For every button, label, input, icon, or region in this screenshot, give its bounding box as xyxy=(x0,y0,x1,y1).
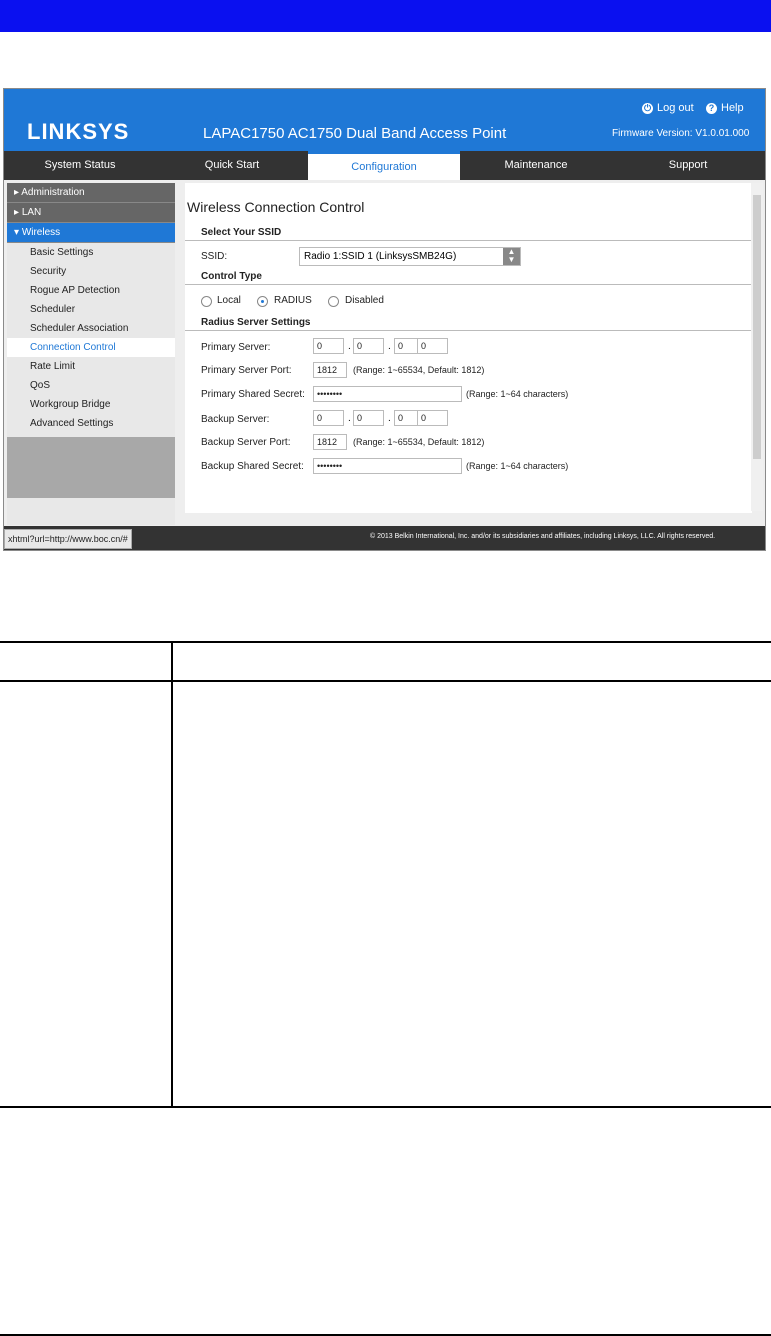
radius-section-heading: Radius Server Settings xyxy=(185,317,752,331)
radio-radius-label: RADIUS xyxy=(274,295,312,306)
logout-link[interactable] xyxy=(642,102,694,114)
backup-secret-input[interactable]: •••••••• xyxy=(313,458,462,474)
product-title: LAPAC1750 AC1750 Dual Band Access Point xyxy=(203,125,507,142)
backup-server-octet-2[interactable]: 0 xyxy=(353,410,384,426)
primary-port-label: Primary Server Port: xyxy=(201,365,292,376)
sidebar-item-basic-settings[interactable]: Basic Settings xyxy=(30,247,94,258)
sidebar-item-qos[interactable]: QoS xyxy=(30,380,51,391)
primary-server-octet-1[interactable]: 0 xyxy=(313,338,344,354)
ssid-select[interactable] xyxy=(299,247,521,266)
help-icon: ? xyxy=(706,103,717,114)
tab-support[interactable]: Support xyxy=(668,159,708,171)
primary-server-octet-3[interactable]: 0 xyxy=(394,338,425,354)
primary-secret-hint: (Range: 1~64 characters) xyxy=(466,389,569,399)
ssid-label: SSID: xyxy=(201,251,228,262)
sidebar-group-lan[interactable]: ▸ LAN xyxy=(7,203,175,223)
backup-secret-label: Backup Shared Secret: xyxy=(201,461,304,472)
copyright-text: © 2013 Belkin International, Inc. and/or its subsidiaries and affiliates, including Linksys, LLC. All rights reserved. xyxy=(370,533,716,540)
radio-disabled[interactable] xyxy=(328,296,339,307)
primary-port-hint: (Range: 1~65534, Default: 1812) xyxy=(353,365,485,375)
primary-server-octet-4[interactable]: 0 xyxy=(417,338,448,354)
help-label: Help xyxy=(721,102,744,114)
backup-port-label: Backup Server Port: xyxy=(201,437,291,448)
sidebar-group-administration[interactable]: ▸ Administration xyxy=(7,183,175,203)
tab-maintenance[interactable]: Maintenance xyxy=(504,159,568,171)
scrollbar-thumb[interactable] xyxy=(753,195,761,459)
help-link[interactable] xyxy=(706,102,744,114)
sidebar xyxy=(7,183,175,525)
tab-quick-start[interactable]: Quick Start xyxy=(204,159,260,171)
tab-configuration[interactable]: Configuration xyxy=(308,151,460,180)
app-header xyxy=(4,89,765,151)
main-content: Wireless Connection Control Select Your SSID SSID: Radio 1:SSID 1 (LinksysSMB24G) ▲ ▼ Control Type Local RADIUS Disabled Radius Server Settings Primary Server: 0 . 0 . 0 0 Primary Server Port: 1812 (Range: 1~65534, Default: 1812) Primary Shared Secret: •••••••• (Range: 1~64 characters) Backup Server: 0 . 0 . 0 0 Backup Server Port: 1812 (Range: 1~65534, Default: 1812) Backup Shared Secret: •••••••• (Range: 1~64 characters) xyxy=(185,183,752,513)
radio-disabled-label: Disabled xyxy=(345,295,384,306)
backup-secret-hint: (Range: 1~64 characters) xyxy=(466,461,569,471)
sidebar-item-advanced-settings[interactable]: Advanced Settings xyxy=(30,418,114,429)
content-scrollbar[interactable] xyxy=(751,183,763,511)
primary-secret-label: Primary Shared Secret: xyxy=(201,389,305,400)
logout-label: Log out xyxy=(657,102,694,114)
logout-icon: ⏻ xyxy=(643,102,652,113)
app-footer xyxy=(4,526,765,550)
backup-port-hint: (Range: 1~65534, Default: 1812) xyxy=(353,437,485,447)
table-column-divider xyxy=(171,641,173,1108)
sidebar-group-wireless[interactable]: ▾ Wireless xyxy=(7,223,175,243)
table-header-rule xyxy=(0,680,771,682)
document-header-bar xyxy=(0,0,771,32)
sidebar-item-scheduler-association[interactable]: Scheduler Association xyxy=(30,323,129,334)
sidebar-item-workgroup-bridge[interactable]: Workgroup Bridge xyxy=(30,399,111,410)
primary-secret-input[interactable]: •••••••• xyxy=(313,386,462,402)
status-url: xhtml?url=http://www.boc.cn/# xyxy=(4,529,132,549)
radio-local-label: Local xyxy=(217,295,241,306)
sidebar-item-rate-limit[interactable]: Rate Limit xyxy=(30,361,76,372)
primary-server-octet-2[interactable]: 0 xyxy=(353,338,384,354)
table-top-rule xyxy=(0,641,771,643)
backup-server-octet-1[interactable]: 0 xyxy=(313,410,344,426)
sidebar-item-scheduler[interactable]: Scheduler xyxy=(30,304,76,315)
control-type-heading: Control Type xyxy=(185,271,752,285)
linksys-logo: LINKSYS xyxy=(27,119,130,144)
router-screenshot xyxy=(3,88,766,551)
backup-server-octet-3[interactable]: 0 xyxy=(394,410,425,426)
backup-port-input[interactable]: 1812 xyxy=(313,434,347,450)
sidebar-filler xyxy=(7,437,175,498)
radio-radius[interactable] xyxy=(257,296,268,307)
ssid-section-heading: Select Your SSID xyxy=(185,227,752,241)
sidebar-item-rogue-ap-detection[interactable]: Rogue AP Detection xyxy=(30,285,120,296)
backup-server-octet-4[interactable]: 0 xyxy=(417,410,448,426)
primary-port-input[interactable]: 1812 xyxy=(313,362,347,378)
sidebar-item-connection-control[interactable]: Connection Control xyxy=(7,338,175,357)
main-nav xyxy=(4,151,765,180)
backup-server-label: Backup Server: xyxy=(201,414,270,425)
select-arrows-icon: ▲ ▼ xyxy=(503,248,520,265)
ssid-select-value: Radio 1:SSID 1 (LinksysSMB24G) xyxy=(304,251,457,262)
radio-local[interactable] xyxy=(201,296,212,307)
primary-server-label: Primary Server: xyxy=(201,342,271,353)
table-bottom-rule xyxy=(0,1106,771,1108)
firmware-version: Firmware Version: V1.0.01.000 xyxy=(612,128,750,139)
tab-system-status[interactable]: System Status xyxy=(44,159,116,171)
page-title: Wireless Connection Control xyxy=(187,199,365,215)
sidebar-item-security[interactable]: Security xyxy=(30,266,67,277)
